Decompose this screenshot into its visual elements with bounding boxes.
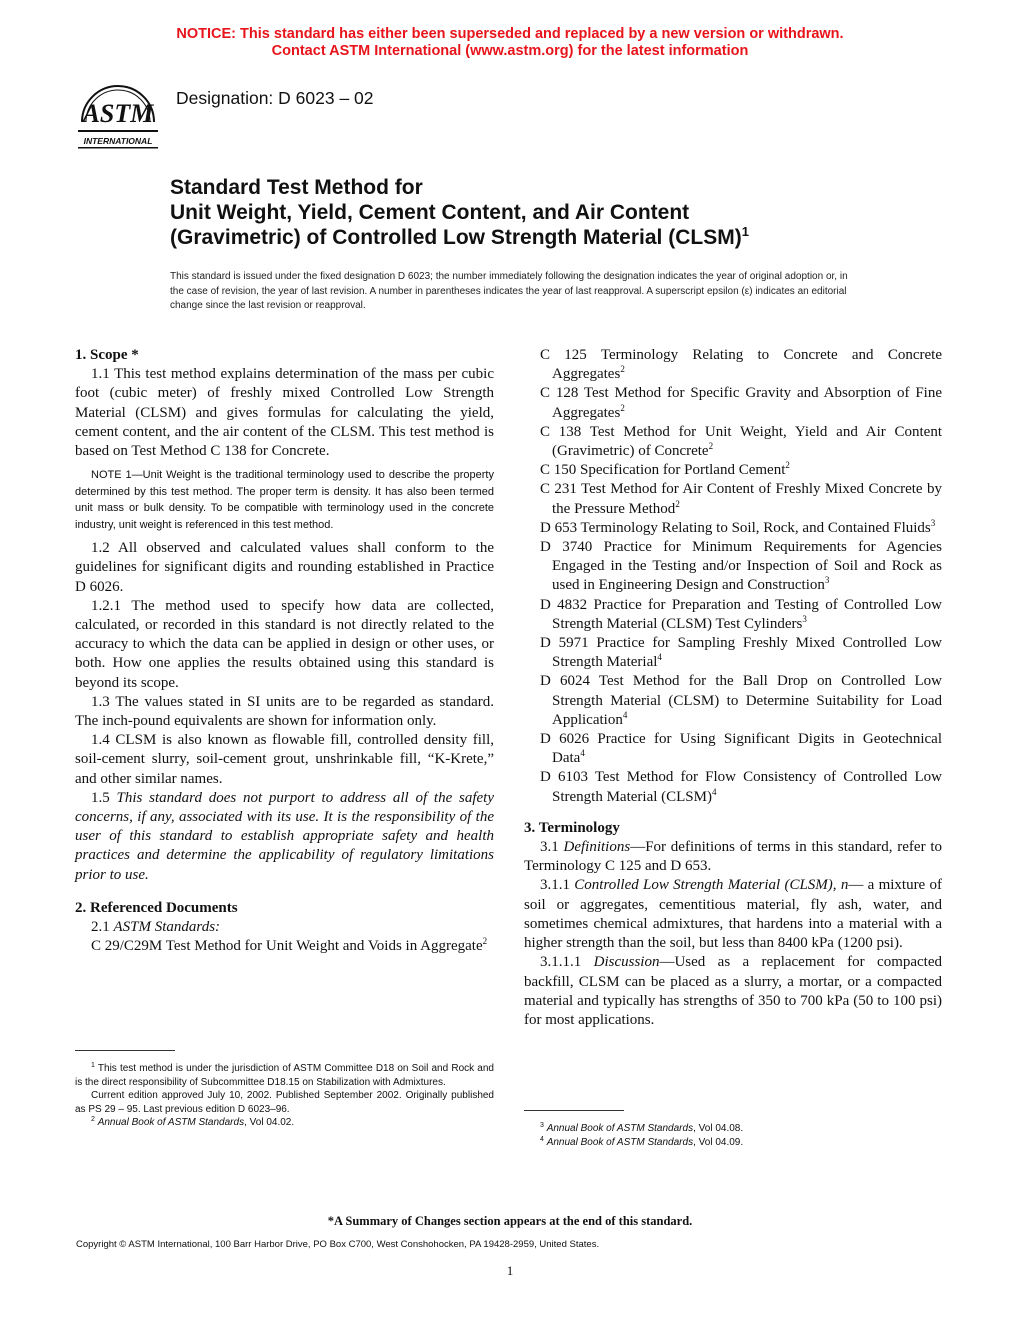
para-1-3: 1.3 The values stated in SI units are to be regarded as standard. The inch-pound equivalents are shown for information only. (75, 693, 494, 730)
reference-item: D 6103 Test Method for Flow Consistency of Controlled Low Strength Material (CLSM)$^4$ (540, 769, 942, 805)
para-1-1: 1.1 This test method explains determination of the mass per cubic foot (cubic meter) of freshly mixed Controlled Low Strength Material (CLSM) and gives formulas for calculating the yield, cement content, and the air content of the CLSM. This test method is based on Test Method C 138 for Concrete. (75, 366, 494, 460)
issue-note: This standard is issued under the fixed designation D 6023; the number immediately following the designation indicates the year of original adoption or, in the case of revision, the year of last revision. A number in parentheses indicates the year of last reapproval. A superscript epsilon (ε) indicates an editorial change since the last revision or reapproval. (170, 271, 848, 311)
para-1-5: 1.5 This standard does not purport to address all of the safety concerns, if any, associated with its use. It is the responsibility of the user of this standard to establish appropriate safety and health practices and determine the applicability of regulatory limitations prior to use. (75, 789, 495, 883)
terminology-heading: 3. Terminology (524, 819, 620, 836)
reference-item: D 3740 Practice for Minimum Requirements for Agencies Engaged in the Testing and/or Inspection of Soil and Rock as used in Engineering Design and Construction$^3$ (540, 539, 942, 594)
footnote-4: $^4$ Annual Book of ASTM Standards, Vol 04.09. (540, 1135, 744, 1148)
reference-item: D 5971 Practice for Sampling Freshly Mixed Controlled Low Strength Material$^4$ (540, 635, 942, 671)
para-2-1: 2.1 ASTM Standards: (91, 919, 221, 936)
designation: Designation: D 6023 – 02 (176, 88, 374, 108)
footnotes-left (75, 1062, 494, 1130)
title-footnote-marker: 1 (741, 224, 749, 239)
withdrawal-notice (0, 26, 1020, 60)
logo-subtext: INTERNATIONAL (83, 136, 153, 146)
reference-list (524, 346, 942, 807)
reference-item: C 125 Terminology Relating to Concrete and Concrete Aggregates$^2$ (540, 347, 942, 383)
footnote-rule-right (524, 1110, 624, 1111)
para-1-4: 1.4 CLSM is also known as flowable fill, controlled density fill, soil-cement slurry, soil-cement grout, unshrinkable fill, “K-Krete,” and other similar names. (75, 732, 494, 787)
para-3-1-1: 3.1.1 Controlled Low Strength Material (CLSM), n— a mixture of soil or aggregates, cementitious material, fly ash, water, and sometimes chemical admixtures, that hardens into a material with a higher strength than the soil, but less than 8400 kPa (1200 psi). (524, 877, 942, 952)
document-title (170, 175, 970, 250)
footnote-1: $^1$ This test method is under the jurisdiction of ASTM Committee D18 on Soil and Rock and is the direct responsibility of Subcommittee D18.15 on Stabilization with Admixtures. (75, 1062, 494, 1088)
scope-heading: 1. Scope * (75, 347, 139, 363)
footnote-2: $^2$ Annual Book of ASTM Standards, Vol 04.02. (91, 1116, 295, 1128)
reference-item: C 231 Test Method for Air Content of Freshly Mixed Concrete by the Pressure Method$^2$ (540, 481, 942, 517)
reference-item: D 4832 Practice for Preparation and Testing of Controlled Low Strength Material (CLSM) Test Cylinders$^3$ (540, 596, 942, 632)
reference-item: C 128 Test Method for Specific Gravity and Absorption of Fine Aggregates$^2$ (540, 385, 942, 421)
reference-item: C 150 Specification for Portland Cement$^2$ (540, 460, 790, 479)
referenced-documents-heading: 2. Referenced Documents (75, 899, 238, 916)
left-column (75, 346, 494, 956)
note-1: NOTE 1—Unit Weight is the traditional terminology used to describe the property determined by this test method. The proper term is density. It has also been termed unit mass or bulk density. To be compatible with terminology used in the concrete industry, unit weight is referenced in this test method. (75, 469, 494, 531)
title-line-3: (Gravimetric) of Controlled Low Strength Material (CLSM)$^1$ (170, 224, 749, 249)
footnote-1-edition: Current edition approved July 10, 2002. Published September 2002. Originally published as PS 29 – 95. Last previous edition D 6023–96. (75, 1090, 494, 1115)
title-line-2: Unit Weight, Yield, Cement Content, and Air Content (170, 201, 690, 224)
para-3-1: 3.1 Definitions—For definitions of terms in this standard, refer to Terminology C 125 and D 653. (524, 839, 942, 875)
reference-item: C 138 Test Method for Unit Weight, Yield and Air Content (Gravimetric) of Concrete$^2$ (540, 423, 942, 460)
para-1-2: 1.2 All observed and calculated values shall conform to the guidelines for significant digits and rounding established in Practice D 6026. (75, 540, 494, 595)
logo-text: ASTM (82, 99, 154, 128)
right-column (524, 346, 942, 1030)
para-1-2-1: 1.2.1 The method used to specify how data are collected, calculated, or recorded in this standard is not directly related to the accuracy to which the data can be applied in design or other uses, or both. How one applies the results obtained using this standard is beyond its scope. (75, 597, 494, 691)
reference-c29: C 29/C29M Test Method for Unit Weight and Voids in Aggregate$^2$ (91, 936, 488, 955)
footnote-3: $^3$ Annual Book of ASTM Standards, Vol 04.08. (540, 1122, 744, 1134)
astm-logo (72, 74, 164, 152)
footnote-rule-left (75, 1050, 175, 1051)
para-3-1-1-1: 3.1.1.1 Discussion—Used as a replacement for compacted backfill, CLSM can be placed as a slurry, a mortar, or a compacted material and typically has strengths of 350 to 700 kPa (50 to 100 psi) for most applications. (524, 954, 943, 1028)
notice-line-2: Contact ASTM International (www.astm.org) for the latest information (271, 43, 749, 59)
reference-item: D 6024 Test Method for the Ball Drop on Controlled Low Strength Material (CLSM) to Determine Suitability for Load Application$^4$ (540, 673, 942, 728)
reference-item: D 6026 Practice for Using Significant Digits in Geotechnical Data$^4$ (540, 731, 942, 767)
reference-item: D 653 Terminology Relating to Soil, Rock, and Contained Fluids$^3$ (540, 517, 936, 536)
footnotes-right (524, 1122, 942, 1149)
notice-line-1: NOTICE: This standard has either been superseded and replaced by a new version or withdrawn. (176, 26, 844, 42)
page-number: 1 (506, 1263, 514, 1278)
copyright: Copyright © ASTM International, 100 Barr Harbor Drive, PO Box C700, West Conshohocken, PA 19428-2959, United States. (76, 1239, 600, 1250)
summary-of-changes-note: *A Summary of Changes section appears at the end of this standard. (327, 1214, 693, 1228)
title-line-1: Standard Test Method for (170, 176, 423, 199)
